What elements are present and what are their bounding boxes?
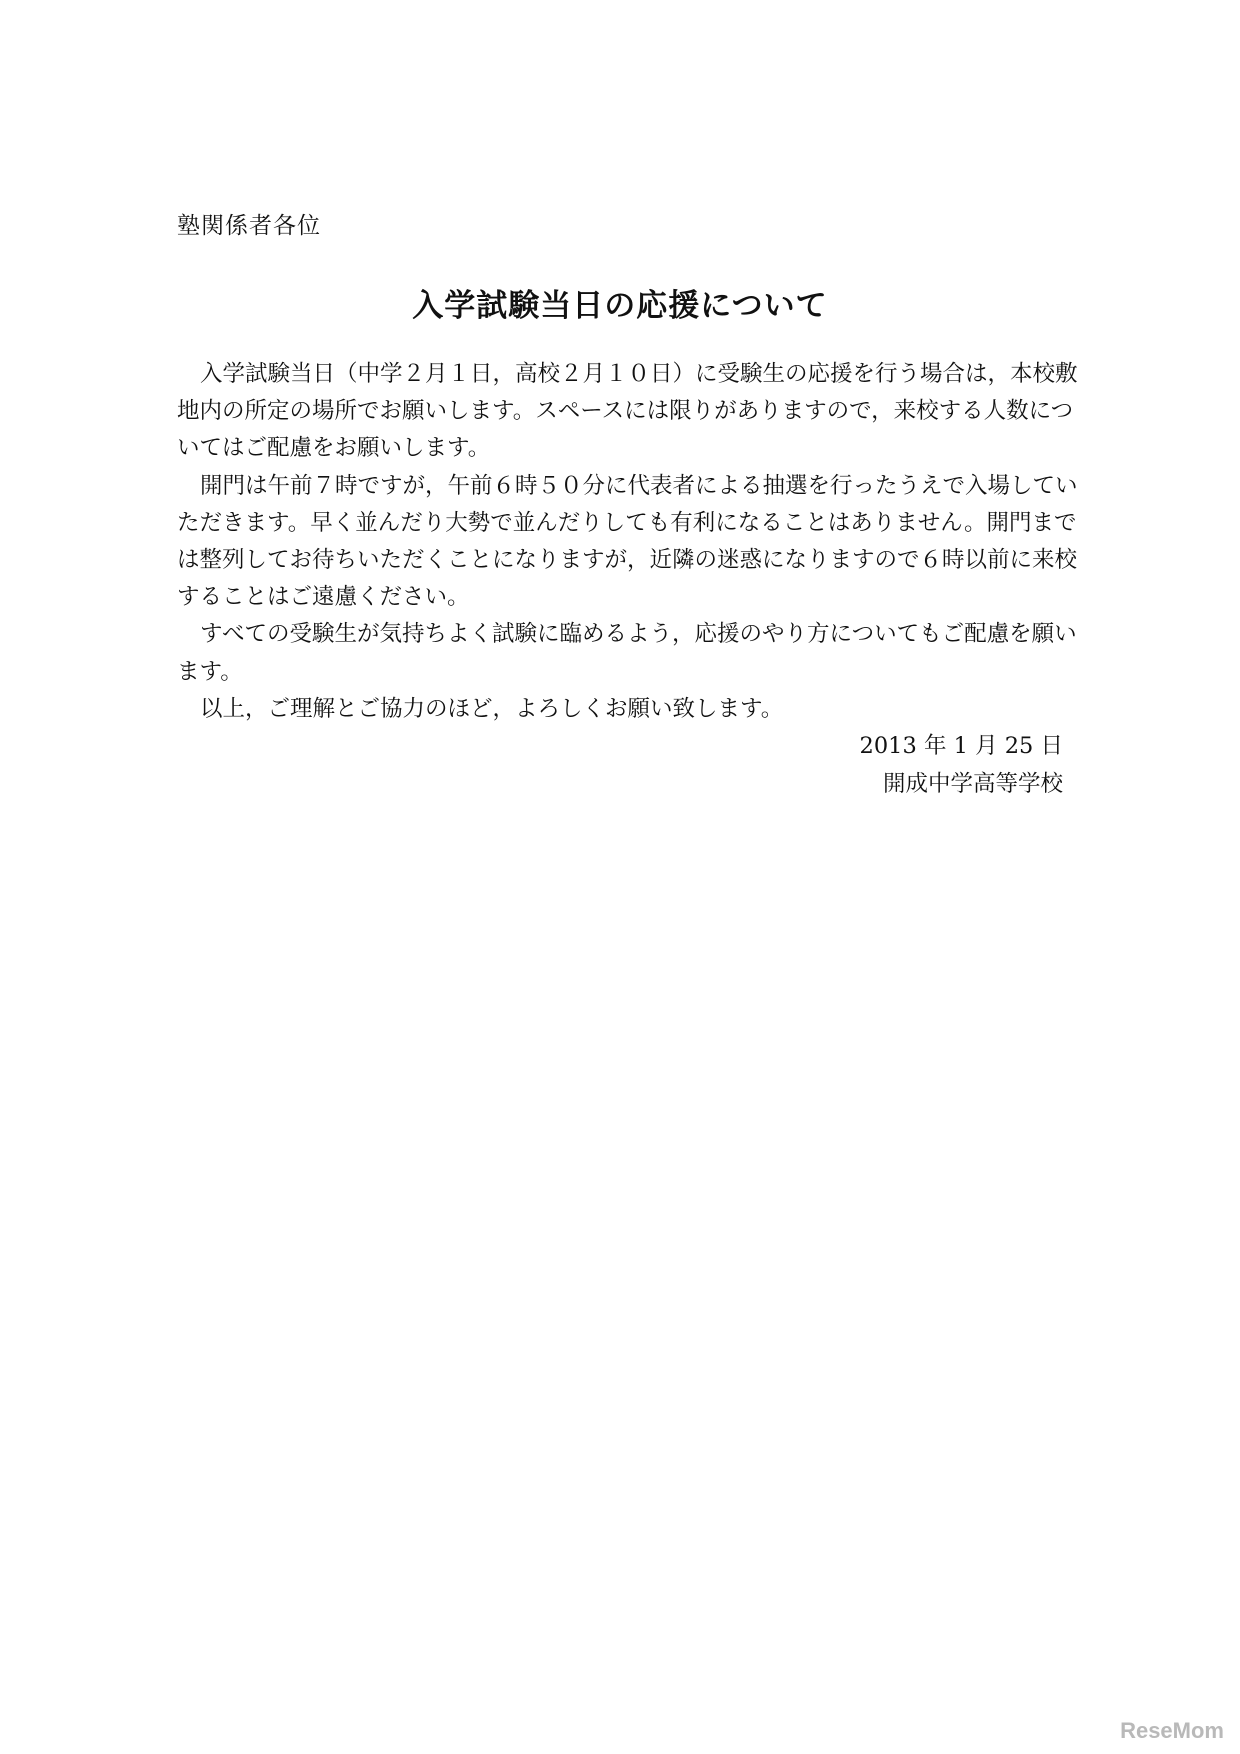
document-title: 入学試験当日の応援について: [412, 288, 828, 324]
paragraph-4: [177, 691, 1077, 728]
paragraph-2: [177, 468, 1077, 617]
paragraph-line: いてはご配慮をお願いします。: [177, 435, 491, 462]
paragraph-line: すべての受験生が気持ちよく試験に臨めるよう，応援のやり方についてもご配慮を願い: [200, 621, 1077, 648]
paragraph-line: 地内の所定の場所でお願いします。スペースには限りがありますので，来校する人数につ: [177, 398, 1074, 425]
document-body: [177, 356, 1077, 728]
document-date: 2013 年 1 月 25 日: [859, 733, 1063, 759]
paragraph-line: することはご遠慮ください。: [177, 584, 470, 611]
issuer-name: 開成中学高等学校: [882, 771, 1063, 797]
addressee: 塾関係者各位: [177, 213, 321, 239]
paragraph-line: は整列してお待ちいただくことになりますが，近隣の迷惑になりますので６時以前に来校: [177, 546, 1078, 573]
paragraph-line: 入学試験当日（中学２月１日，高校２月１０日）に受験生の応援を行う場合は，本校敷: [200, 361, 1078, 387]
paragraph-line: ます。: [177, 658, 243, 685]
resemom-watermark: ReseMom: [1120, 1718, 1224, 1743]
paragraph-line: 開門は午前７時ですが，午前６時５０分に代表者による抽選を行ったうえで入場してい: [200, 472, 1078, 499]
paragraph-3: [177, 616, 1077, 690]
paragraph-1: [177, 356, 1077, 468]
paragraph-line: 以上，ご理解とご協力のほど，よろしくお願い致します。: [200, 695, 784, 722]
paragraph-line: ただきます。早く並んだり大勢で並んだりしても有利になることはありません。開門まで: [177, 509, 1077, 536]
